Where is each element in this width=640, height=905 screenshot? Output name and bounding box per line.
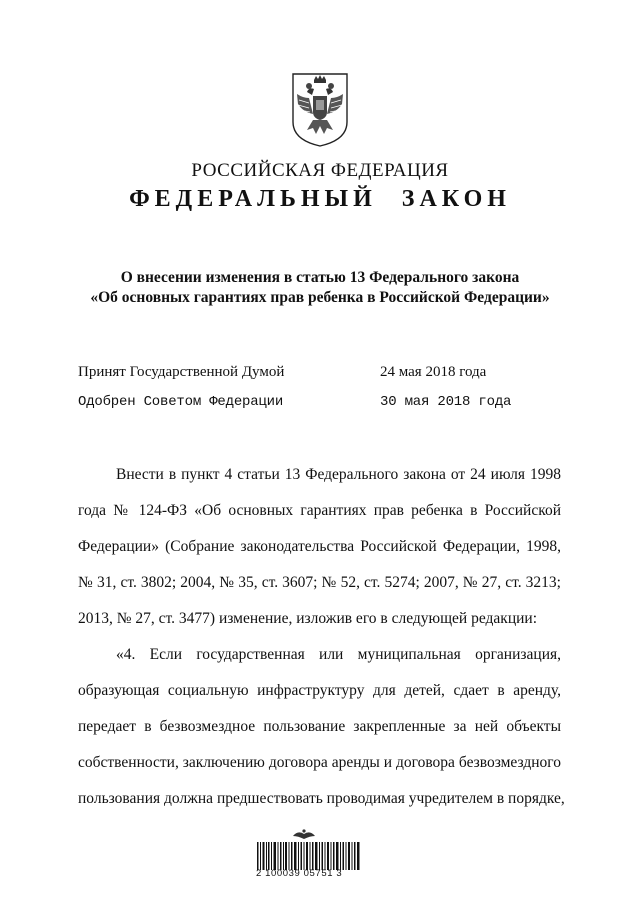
russian-coat-of-arms-icon (287, 70, 353, 148)
barcode-icon (257, 842, 361, 870)
body-line: пользования должна предшествовать проводимая учредителем в порядке, (78, 790, 565, 807)
law-title-line: О внесении изменения в статью 13 Федерального закона (120, 269, 520, 286)
eagle-mark-icon (291, 828, 317, 840)
law-title (60, 268, 580, 308)
body-line: 2013, № 27, ст. 3477) изменение, изложив его в следующей редакции: (78, 610, 538, 627)
body-line: «4. Если государственная или муниципальная организация, (116, 646, 561, 663)
law-type-heading: ФЕДЕРАЛЬНЫЙ ЗАКОН (129, 186, 511, 212)
body-line: года № 124-ФЗ «Об основных гарантиях прав ребенка в Российской (78, 502, 561, 519)
law-title-line: «Об основных гарантиях прав ребенка в Российской Федерации» (90, 289, 550, 306)
body-line: Федерации» (Собрание законодательства Российской Федерации, 1998, (78, 538, 561, 555)
adoption-duma-date: 24 мая 2018 года (380, 364, 487, 380)
adoption-duma-label: Принят Государственной Думой (78, 364, 285, 380)
adoption-council-date: 30 мая 2018 года (380, 394, 512, 410)
law-body (78, 457, 565, 817)
country-heading: РОССИЙСКАЯ ФЕДЕРАЦИЯ (191, 160, 449, 181)
body-line: Внести в пункт 4 статьи 13 Федерального закона от 24 июля 1998 (116, 466, 561, 483)
body-line: собственности, заключению договора аренды и договора безвозмездного (78, 754, 561, 771)
barcode-number: 2 100039 05751 3 (256, 868, 343, 879)
adoption-council-label: Одобрен Советом Федерации (78, 394, 284, 410)
body-line: № 31, ст. 3802; 2004, № 35, ст. 3607; № 52, ст. 5274; 2007, № 27, ст. 3213; (78, 574, 561, 591)
body-line: передает в безвозмездное пользование закрепленные за ней объекты (78, 718, 561, 735)
body-line: образующая социальную инфраструктуру для детей, сдает в аренду, (78, 682, 561, 699)
